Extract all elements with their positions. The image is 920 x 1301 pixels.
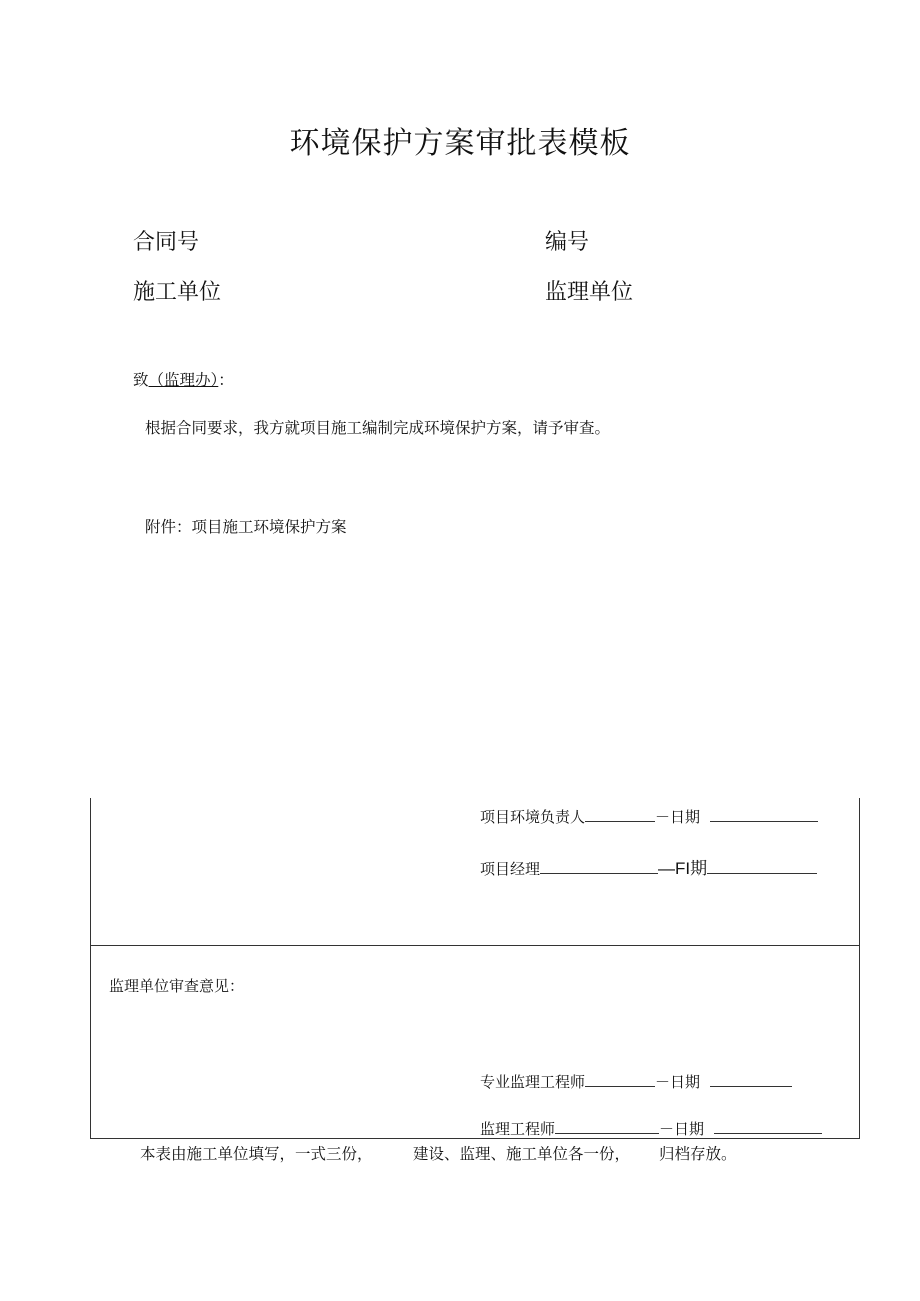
env-person-blank[interactable]: [585, 807, 655, 822]
page-title: 环境保护方案审批表模板: [289, 126, 631, 161]
addressee-recipient: （监理办）: [148, 371, 219, 389]
addressee-prefix: 致: [133, 371, 149, 389]
env-person-row: [480, 806, 818, 827]
table-right-border: [859, 798, 860, 1139]
specialist-date-label: －日期: [655, 1073, 701, 1091]
engineer-blank[interactable]: [555, 1119, 659, 1134]
pm-blank[interactable]: [540, 859, 658, 874]
env-date-blank[interactable]: [710, 807, 818, 822]
specialist-date-blank[interactable]: [710, 1072, 792, 1087]
footer-note-1: 本表由施工单位填写，一式三份，: [140, 1145, 373, 1163]
request-text: 根据合同要求，我方就项目施工编制完成环境保护方案，请予审查。: [145, 419, 611, 437]
contract-no-label: 合同号: [133, 230, 200, 255]
specialist-blank[interactable]: [585, 1072, 655, 1087]
supervisor-unit-label: 监理单位: [545, 280, 634, 305]
footer-note-2: 建设、监理、施工单位各一份，: [413, 1145, 631, 1163]
env-date-label: －日期: [655, 808, 701, 826]
footer-note-3: 归档存放。: [659, 1145, 737, 1163]
specialist-label: 专业监理工程师: [480, 1073, 586, 1091]
engineer-label: 监理工程师: [480, 1120, 556, 1138]
engineer-date-blank[interactable]: [714, 1119, 822, 1134]
serial-no-label: 编号: [545, 230, 590, 255]
opinion-label: 监理单位审查意见：: [109, 977, 245, 995]
contractor-label: 施工单位: [133, 280, 222, 305]
pm-row: [480, 854, 817, 879]
env-person-label: 项目环境负责人: [480, 808, 586, 826]
table-left-border: [90, 798, 91, 1139]
addressee-suffix: ：: [218, 371, 234, 389]
pm-date-label: —FI期: [658, 859, 708, 878]
table-divider: [90, 945, 860, 946]
attachment-text: 附件：项目施工环境保护方案: [145, 518, 347, 536]
specialist-row: [480, 1071, 792, 1092]
engineer-row: [480, 1118, 822, 1139]
engineer-date-label: －日期: [659, 1120, 705, 1138]
addressee: [133, 368, 234, 390]
pm-date-blank[interactable]: [707, 859, 817, 874]
pm-label: 项目经理: [480, 860, 541, 878]
